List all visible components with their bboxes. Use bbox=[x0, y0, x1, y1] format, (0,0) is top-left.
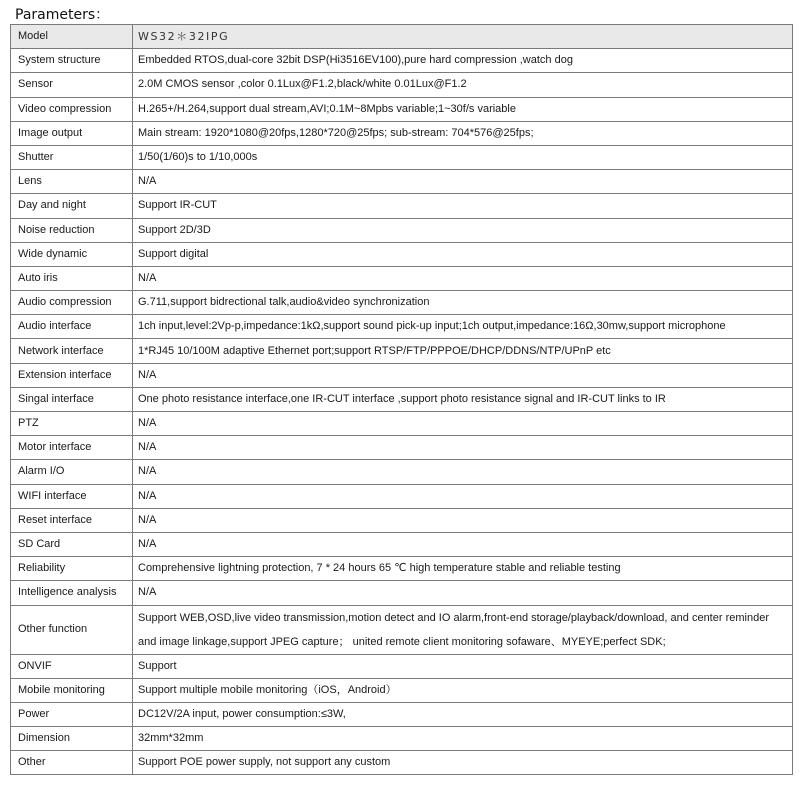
row-label: Image output bbox=[11, 121, 133, 145]
row-label: Network interface bbox=[11, 339, 133, 363]
row-value: N/A bbox=[133, 508, 793, 532]
table-row bbox=[11, 387, 793, 411]
row-label: PTZ bbox=[11, 412, 133, 436]
table-row bbox=[11, 678, 793, 702]
row-value: Comprehensive lightning protection, 7 * 24 hours 65 ℃ high temperature stable and reliable testing bbox=[133, 557, 793, 581]
table-row-model bbox=[11, 25, 793, 49]
row-label: Power bbox=[11, 702, 133, 726]
page-title: Parameters： bbox=[15, 7, 110, 23]
table-row bbox=[11, 363, 793, 387]
table-row bbox=[11, 484, 793, 508]
table-row bbox=[11, 170, 793, 194]
row-value: 1*RJ45 10/100M adaptive Ethernet port;support RTSP/FTP/PPPOE/DHCP/DDNS/NTP/UPnP etc bbox=[133, 339, 793, 363]
row-label: Model bbox=[11, 25, 133, 49]
row-value: N/A bbox=[133, 170, 793, 194]
row-value: N/A bbox=[133, 363, 793, 387]
row-label: WIFI interface bbox=[11, 484, 133, 508]
table-row bbox=[11, 145, 793, 169]
row-label: Lens bbox=[11, 170, 133, 194]
row-label: Reliability bbox=[11, 557, 133, 581]
row-value: N/A bbox=[133, 412, 793, 436]
row-label: Intelligence analysis bbox=[11, 581, 133, 605]
row-label: Motor interface bbox=[11, 436, 133, 460]
row-label: Singal interface bbox=[11, 387, 133, 411]
row-value: N/A bbox=[133, 460, 793, 484]
row-label: Day and night bbox=[11, 194, 133, 218]
row-label: Sensor bbox=[11, 73, 133, 97]
row-value: 1/50(1/60)s to 1/10,000s bbox=[133, 145, 793, 169]
row-label: Auto iris bbox=[11, 266, 133, 290]
table-row bbox=[11, 315, 793, 339]
row-label: SD Card bbox=[11, 532, 133, 556]
row-label: Other bbox=[11, 751, 133, 775]
row-label: Dimension bbox=[11, 727, 133, 751]
table-row bbox=[11, 654, 793, 678]
row-value: H.265+/H.264,support dual stream,AVI;0.1M~8Mpbs variable;1~30f/s variable bbox=[133, 97, 793, 121]
table-row bbox=[11, 121, 793, 145]
table-row bbox=[11, 557, 793, 581]
row-label: Extension interface bbox=[11, 363, 133, 387]
row-value: Support 2D/3D bbox=[133, 218, 793, 242]
table-row bbox=[11, 460, 793, 484]
row-label: Audio compression bbox=[11, 291, 133, 315]
table-row bbox=[11, 605, 793, 654]
table-row bbox=[11, 218, 793, 242]
table-row bbox=[11, 751, 793, 775]
row-value: N/A bbox=[133, 266, 793, 290]
row-label: ONVIF bbox=[11, 654, 133, 678]
row-label: Shutter bbox=[11, 145, 133, 169]
table-row bbox=[11, 727, 793, 751]
row-label: Noise reduction bbox=[11, 218, 133, 242]
row-label: Wide dynamic bbox=[11, 242, 133, 266]
row-value: N/A bbox=[133, 484, 793, 508]
row-label: Mobile monitoring bbox=[11, 678, 133, 702]
row-value: 32mm*32mm bbox=[133, 727, 793, 751]
table-row bbox=[11, 194, 793, 218]
table-row bbox=[11, 581, 793, 605]
row-value: DC12V/2A input, power consumption:≤3W, bbox=[133, 702, 793, 726]
table-row bbox=[11, 532, 793, 556]
row-value: Support IR-CUT bbox=[133, 194, 793, 218]
row-label: Other function bbox=[11, 605, 133, 654]
table-row bbox=[11, 436, 793, 460]
row-value: G.711,support bidrectional talk,audio&video synchronization bbox=[133, 291, 793, 315]
row-value: One photo resistance interface,one IR-CUT interface ,support photo resistance signal and IR-CUT links to IR bbox=[133, 387, 793, 411]
table-row bbox=[11, 339, 793, 363]
row-label: System structure bbox=[11, 49, 133, 73]
row-label: Audio interface bbox=[11, 315, 133, 339]
table-row bbox=[11, 73, 793, 97]
row-value: Support POE power supply, not support any custom bbox=[133, 751, 793, 775]
row-value: 1ch input,level:2Vp-p,impedance:1kΩ,support sound pick-up input;1ch output,impedance:16Ω,30mw,support microphone bbox=[133, 315, 793, 339]
row-value: Embedded RTOS,dual-core 32bit DSP(Hi3516EV100),pure hard compression ,watch dog bbox=[133, 49, 793, 73]
row-value: Main stream: 1920*1080@20fps,1280*720@25fps; sub-stream: 704*576@25fps; bbox=[133, 121, 793, 145]
row-value: Support bbox=[133, 654, 793, 678]
table-row bbox=[11, 702, 793, 726]
row-label: Video compression bbox=[11, 97, 133, 121]
row-value: N/A bbox=[133, 532, 793, 556]
row-value: 2.0M CMOS sensor ,color 0.1Lux@F1.2,black/white 0.01Lux@F1.2 bbox=[133, 73, 793, 97]
table-row bbox=[11, 97, 793, 121]
row-label: Alarm I/O bbox=[11, 460, 133, 484]
table-row bbox=[11, 412, 793, 436]
row-label: Reset interface bbox=[11, 508, 133, 532]
table-row bbox=[11, 291, 793, 315]
row-value: Support multiple mobile monitoring（iOS，Android） bbox=[133, 678, 793, 702]
row-value: Support digital bbox=[133, 242, 793, 266]
row-value: N/A bbox=[133, 436, 793, 460]
table-row bbox=[11, 49, 793, 73]
parameters-table bbox=[10, 24, 793, 775]
row-value: WS32＊32IPG bbox=[133, 25, 793, 49]
row-value: Support WEB,OSD,live video transmission,motion detect and IO alarm,front-end storage/playback/download, and center reminder and image linkage,support JPEG capture； united remote client monitoring sofaware、MYEYE;perfect SDK; bbox=[133, 605, 793, 654]
table-row bbox=[11, 242, 793, 266]
row-value: N/A bbox=[133, 581, 793, 605]
table-row bbox=[11, 508, 793, 532]
table-row bbox=[11, 266, 793, 290]
